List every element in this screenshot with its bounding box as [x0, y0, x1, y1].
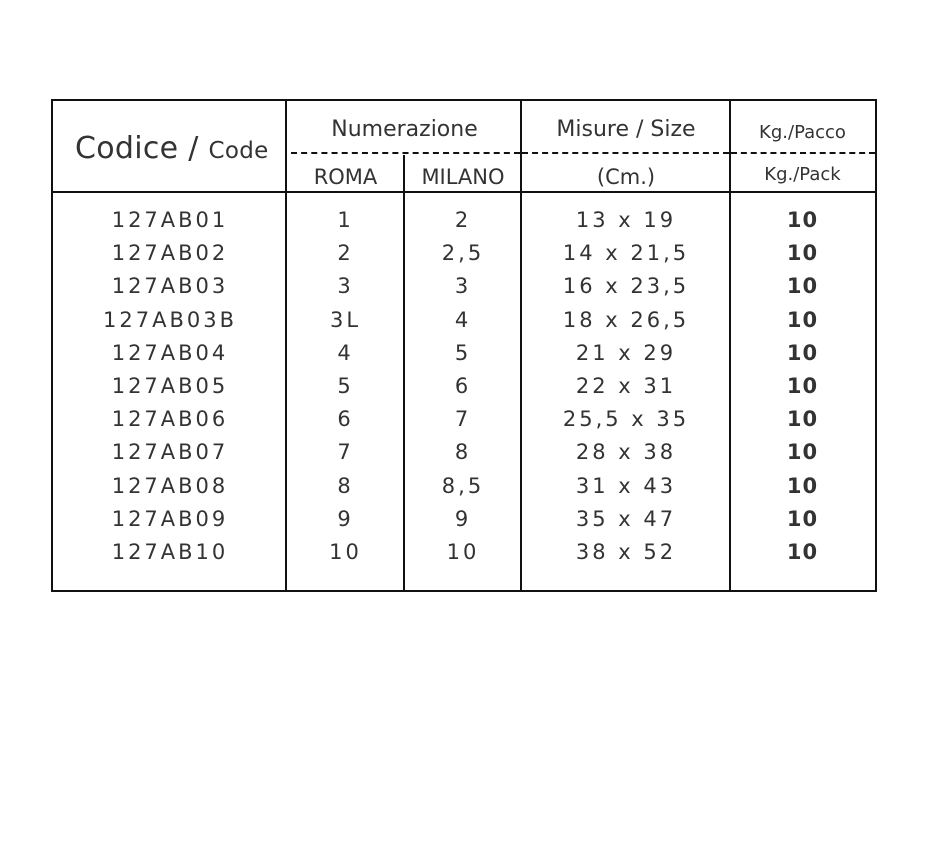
table-row — [53, 505, 875, 538]
cell-size: 38 x 52 — [575, 539, 677, 564]
cell-milano: 5 — [454, 340, 472, 365]
cell-milano: 7 — [454, 407, 472, 432]
table-row — [53, 405, 875, 438]
cell-code: 127AB04 — [111, 340, 229, 365]
table-row — [53, 538, 875, 571]
cell-kg: 10 — [786, 208, 819, 232]
table-row — [53, 372, 875, 405]
cell-roma: 10 — [329, 539, 362, 564]
cell-milano: 8,5 — [441, 473, 485, 498]
header-kg-pack: Kg./Pack — [764, 164, 841, 185]
cell-size: 22 x 31 — [575, 373, 677, 398]
cell-kg: 10 — [786, 407, 819, 432]
table-row — [53, 339, 875, 372]
cell-code: 127AB06 — [111, 407, 229, 432]
table-row — [53, 272, 875, 305]
cell-kg: 10 — [786, 241, 819, 266]
cell-code: 127AB02 — [111, 241, 229, 266]
cell-kg: 10 — [786, 506, 819, 531]
cell-milano: 10 — [446, 539, 480, 564]
cell-kg: 10 — [786, 274, 819, 299]
cell-milano: 6 — [454, 373, 472, 398]
cell-size: 35 x 47 — [575, 506, 677, 531]
cell-milano: 2,5 — [441, 241, 485, 266]
cell-size: 25,5 x 35 — [562, 407, 690, 432]
table-body — [53, 206, 875, 571]
cell-roma: 3 — [337, 274, 354, 299]
product-size-table — [51, 99, 877, 592]
cell-kg: 10 — [786, 373, 819, 398]
cell-size: 21 x 29 — [575, 340, 677, 365]
cell-roma: 5 — [337, 373, 354, 398]
subheader-dashed-divider — [522, 152, 729, 154]
header-kg-pacco: Kg./Pacco — [759, 122, 846, 143]
cell-code: 127AB03 — [111, 274, 229, 299]
cell-code: 127AB07 — [111, 440, 229, 465]
cell-size: 14 x 21,5 — [562, 241, 690, 266]
header-milano: MILANO — [421, 165, 505, 189]
cell-code: 127AB05 — [111, 373, 229, 398]
table-row — [53, 239, 875, 272]
header-code-main: Codice / — [75, 131, 209, 166]
cell-roma: 6 — [337, 407, 354, 432]
subheader-dashed-divider — [731, 152, 875, 154]
cell-milano: 9 — [454, 506, 472, 531]
table-row — [53, 472, 875, 505]
header-cm: (Cm.) — [596, 165, 656, 189]
cell-milano: 2 — [454, 208, 472, 232]
cell-roma: 9 — [337, 506, 354, 531]
cell-kg: 10 — [786, 340, 819, 365]
cell-size: 13 x 19 — [575, 208, 677, 232]
cell-code: 127AB10 — [111, 539, 229, 564]
cell-roma: 8 — [337, 473, 354, 498]
cell-code: 127AB08 — [111, 473, 229, 498]
header-misure: Misure / Size — [556, 117, 696, 142]
cell-size: 28 x 38 — [575, 440, 677, 465]
cell-roma: 2 — [337, 241, 354, 266]
cell-kg: 10 — [786, 440, 819, 465]
subheader-dashed-divider — [291, 152, 520, 154]
cell-kg: 10 — [786, 307, 819, 332]
header-roma: ROMA — [313, 165, 378, 189]
table-row — [53, 206, 875, 239]
cell-roma: 4 — [337, 340, 354, 365]
header-code-small: Code — [208, 138, 269, 164]
table-row — [53, 438, 875, 471]
header-numerazione: Numerazione — [331, 117, 478, 142]
cell-code: 127AB09 — [111, 506, 229, 531]
cell-kg: 10 — [786, 539, 819, 564]
cell-milano: 8 — [454, 440, 472, 465]
cell-roma: 1 — [337, 208, 354, 232]
cell-size: 18 x 26,5 — [562, 307, 690, 332]
cell-roma: 7 — [337, 440, 354, 465]
cell-code: 127AB01 — [111, 208, 229, 232]
cell-milano: 4 — [454, 307, 472, 332]
cell-milano: 3 — [454, 274, 472, 299]
cell-kg: 10 — [786, 473, 819, 498]
table-row — [53, 306, 875, 339]
cell-roma: 3L — [329, 307, 362, 332]
cell-size: 16 x 23,5 — [562, 274, 690, 299]
header-divider — [53, 191, 875, 193]
header-code — [75, 131, 269, 166]
cell-code: 127AB03B — [103, 307, 237, 332]
cell-size: 31 x 43 — [575, 473, 677, 498]
